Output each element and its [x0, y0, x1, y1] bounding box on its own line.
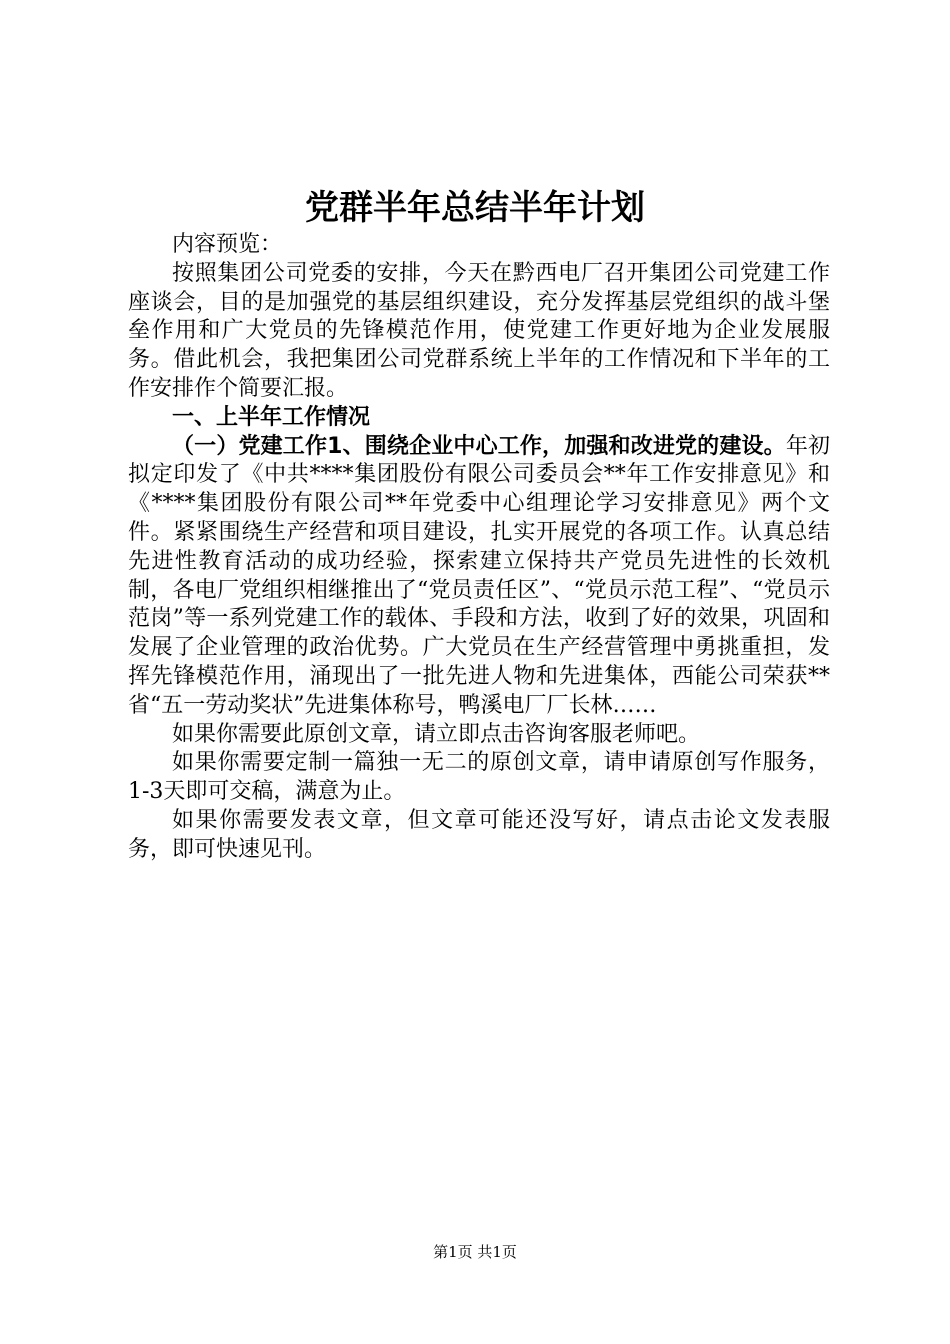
promo-custom-writing: 如果你需要定制一篇独一无二的原创文章，请申请原创写作服务，1-3天即可交稿，满意为止。 — [128, 750, 830, 805]
section-heading: 一、上半年工作情况 — [172, 404, 371, 430]
document-body — [128, 231, 830, 865]
subsection-lead: （一）党建工作1、围绕企业中心工作，加强和改进党的建设。 — [172, 433, 786, 459]
document-title: 党群半年总结半年计划 — [305, 188, 645, 228]
preview-label: 内容预览： — [172, 232, 283, 257]
promo-consult: 如果你需要此原创文章，请立即点击咨询客服老师吧。 — [172, 721, 701, 747]
intro-paragraph: 按照集团公司党委的安排，今天在黔西电厂召开集团公司党建工作座谈会，目的是加强党的基层组织建设，充分发挥基层党组织的战斗堡垒作用和广大党员的先锋模范作用，使党建工作更好地为企业发展服务。借此机会，我把集团公司党群系统上半年的工作情况和下半年的工作安排作个简要汇报。 — [128, 260, 830, 401]
subsection-text: 年初拟定印发了《中共****集团股份有限公司委员会**年工作安排意见》和《****集团股份有限公司**年党委中心组理论学习安排意见》两个文件。紧紧围绕生产经营和项目建设，扎实开展党的各项工作。认真总结先进性教育活动的成功经验，探索建立保持共产党员先进性的长效机制，各电厂党组织相继推出了“党员责任区”、“党员示范工程”、“党员示范岗”等一系列党建工作的载体、手段和方法，收到了好的效果，巩固和发展了企业管理的政治优势。广大党员在生产经营管理中勇挑重担，发挥先锋模范作用，涌现出了一批先进人物和先进集体，西能公司荣获**省“五一劳动奖状”先进集体称号，鸭溪电厂厂长林…… — [128, 433, 830, 718]
page-footer: 第1页 共1页 — [433, 1243, 517, 1261]
subsection-paragraph — [128, 433, 830, 721]
promo-publish: 如果你需要发表文章，但文章可能还没写好，请点击论文发表服务，即可快速见刊。 — [128, 807, 830, 862]
